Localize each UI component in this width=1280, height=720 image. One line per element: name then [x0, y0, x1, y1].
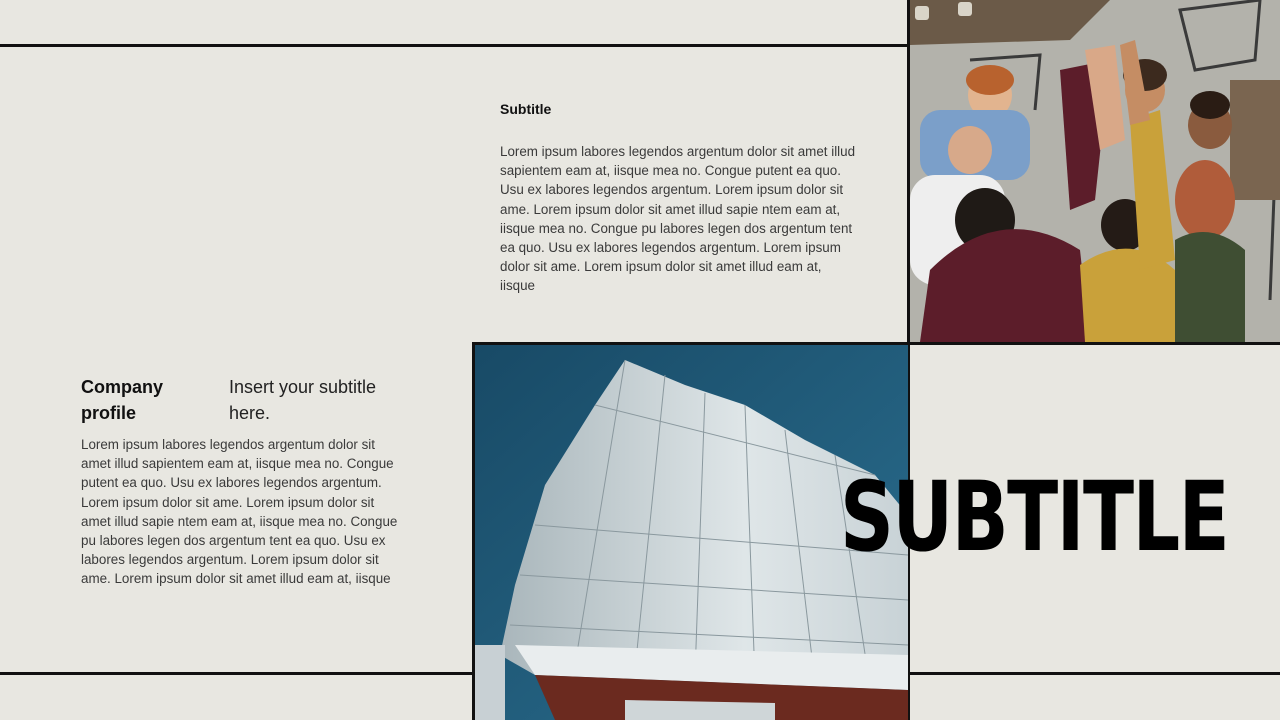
section-subtitle: Subtitle — [500, 101, 552, 117]
company-subtitle: Insert your subtitle here. — [229, 377, 377, 423]
headline-subtitle: SUBTITLE — [840, 461, 1229, 573]
company-body-text: Lorem ipsum labores legendos argentum dolor sit amet illud sapientem eam at, iisque mea no. Congue putent ea quo. Usu ex labores legendos argentum. Lorem ipsum dolor sit ame. Lorem ipsum dolor sit amet illud sapie ntem eam at, iisque mea no. Congue pu labores legen dos argentum tent ea quo. Usu ex labores legendos argentum. Lorem ipsum dolor sit ame. Lorem ipsum dolor sit amet illud eam at, iisque — [81, 437, 398, 587]
company-profile-title: Company profile — [81, 377, 164, 423]
team-high-five-photo — [910, 0, 1280, 342]
section-body-text: Lorem ipsum labores legendos argentum dolor sit amet illud sapientem eam at, iisque mea no. Congue putent ea quo. Usu ex labores legendos argentum. Lorem ipsum dolor sit ame. Lorem ipsum dolor sit amet illud sapie ntem eam at, iisque mea no. Congue pu labores legen dos argentum tent ea quo. Usu ex labores legendos argentum. Lorem ipsum dolor sit ame. Lorem ipsum dolor sit amet illud eam at, iisque — [500, 144, 856, 294]
